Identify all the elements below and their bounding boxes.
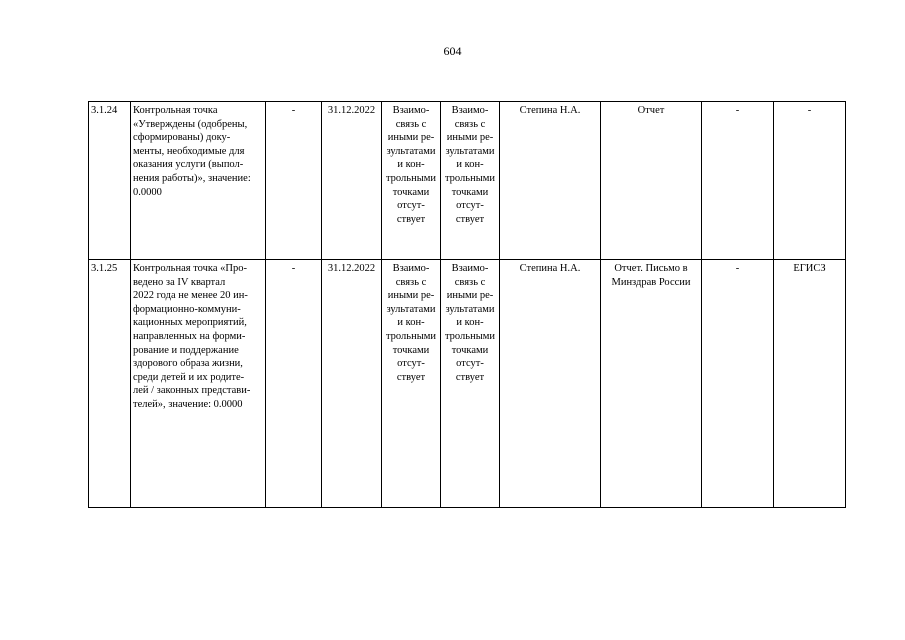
table-row [89, 260, 846, 508]
control-points-table [88, 101, 846, 508]
relation-cell: Взаимо- связь с иными ре- зультатами и кон- трольными точками отсут- ствует [382, 260, 441, 508]
dash-cell: - [702, 260, 774, 508]
dash-cell: - [266, 102, 322, 260]
responsible-person-cell: Степина Н.А. [500, 260, 601, 508]
dash-cell: - [702, 102, 774, 260]
relation-cell: Взаимо- связь с иными ре- зультатами и кон- трольными точками отсут- ствует [441, 260, 500, 508]
relation-cell: Взаимо- связь с иными ре- зультатами и кон- трольными точками отсут- ствует [382, 102, 441, 260]
row-number-cell: 3.1.25 [89, 260, 131, 508]
responsible-person-cell: Степина Н.А. [500, 102, 601, 260]
information-system-cell: ЕГИСЗ [774, 260, 846, 508]
page-number: 604 [443, 44, 462, 58]
relation-cell: Взаимо- связь с иными ре- зультатами и кон- трольными точками отсут- ствует [441, 102, 500, 260]
dash-cell: - [266, 260, 322, 508]
control-point-name-cell: Контрольная точка «Про- ведено за IV квартал 2022 года не менее 20 ин- формационно-коммуни- кационных мероприятий, направленных на форми- рование и поддержание здорового образа жизни, среди детей и их родите- лей / законных представи- телей», значение: 0.0000 [131, 260, 266, 508]
control-point-name-cell: Контрольная точка «Утверждены (одобрены, сформированы) доку- менты, необходимые для оказания услуги (выпол- нения работы)», значение: 0.0000 [131, 102, 266, 260]
table-row [89, 102, 846, 260]
deadline-date-cell: 31.12.2022 [322, 102, 382, 260]
deadline-date-cell: 31.12.2022 [322, 260, 382, 508]
information-system-cell: - [774, 102, 846, 260]
document-type-cell: Отчет [601, 102, 702, 260]
document-type-cell: Отчет. Письмо в Минздрав России [601, 260, 702, 508]
row-number-cell: 3.1.24 [89, 102, 131, 260]
